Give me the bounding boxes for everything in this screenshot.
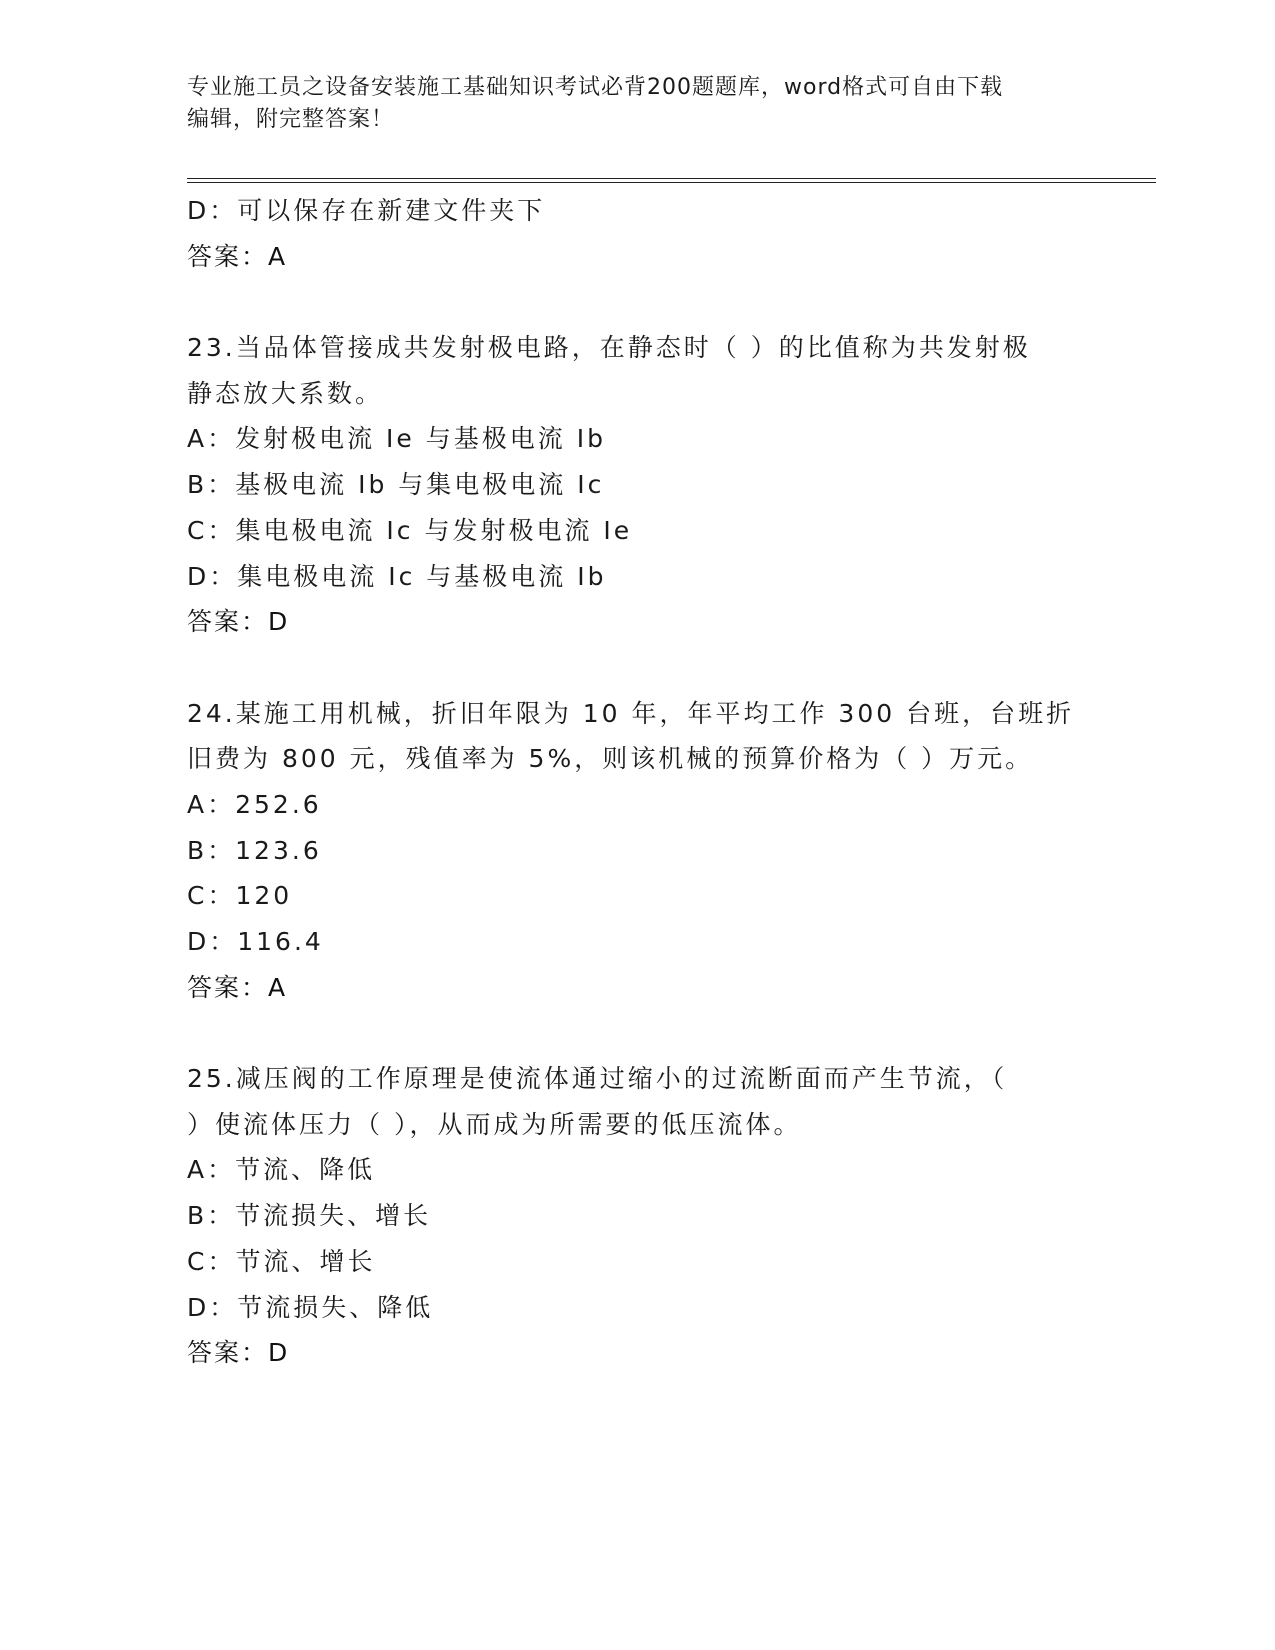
spacer: [187, 645, 1087, 691]
option-c: C：集电极电流 Ic 与发射极电流 Ie: [187, 515, 633, 545]
question-24: [187, 691, 1087, 1011]
document-header: [187, 72, 1067, 136]
question-content: [187, 188, 1087, 1376]
spacer: [187, 1010, 1087, 1056]
question-stem-line: 25.减压阀的工作原理是使流体通过缩小的过流断面而产生节流，（: [187, 1064, 1008, 1094]
option-c: C：节流、增长: [187, 1246, 376, 1276]
option-a: A：252.6: [187, 789, 322, 819]
question-answer: 答案：A: [187, 972, 288, 1002]
header-divider-bottom: [187, 182, 1156, 183]
option-a: A：发射极电流 Ie 与基极电流 Ib: [187, 424, 606, 454]
option-a: A：节流、降低: [187, 1155, 376, 1185]
question-stem-line: 23.当品体管接成共发射极电路，在静态时（ ）的比值称为共发射极: [187, 333, 1031, 363]
option-d: D：集电极电流 Ic 与基极电流 Ib: [187, 561, 607, 591]
question-stem-line: 静态放大系数。: [187, 378, 384, 408]
question-answer: 答案：D: [187, 607, 290, 637]
option-d: D：节流损失、降低: [187, 1292, 434, 1322]
option-b: B：节流损失、增长: [187, 1201, 432, 1231]
option-c: C：120: [187, 881, 293, 911]
option-b: B：123.6: [187, 835, 322, 865]
spacer: [187, 279, 1087, 325]
question-stem-line: 24.某施工用机械，折旧年限为 10 年，年平均工作 300 台班，台班折: [187, 698, 1075, 728]
question-25: [187, 1056, 1087, 1376]
question-stem-line: 旧费为 800 元，残值率为 5%，则该机械的预算价格为（ ）万元。: [187, 744, 1034, 774]
option-d: D：116.4: [187, 927, 324, 956]
previous-question-option-d: D：可以保存在新建文件夹下: [187, 196, 546, 225]
header-line-2: 编辑，附完整答案！: [187, 107, 395, 132]
header-divider-top: [187, 178, 1156, 179]
question-stem-line: ）使流体压力（ ），从而成为所需要的低压流体。: [187, 1109, 802, 1139]
previous-question-answer: 答案：A: [187, 241, 288, 271]
option-b: B：基极电流 Ib 与集电极电流 Ic: [187, 470, 605, 500]
question-answer: 答案：D: [187, 1338, 290, 1368]
header-line-1: 专业施工员之设备安装施工基础知识考试必背200题题库，word格式可自由下载: [187, 75, 1004, 100]
question-23: [187, 325, 1087, 645]
